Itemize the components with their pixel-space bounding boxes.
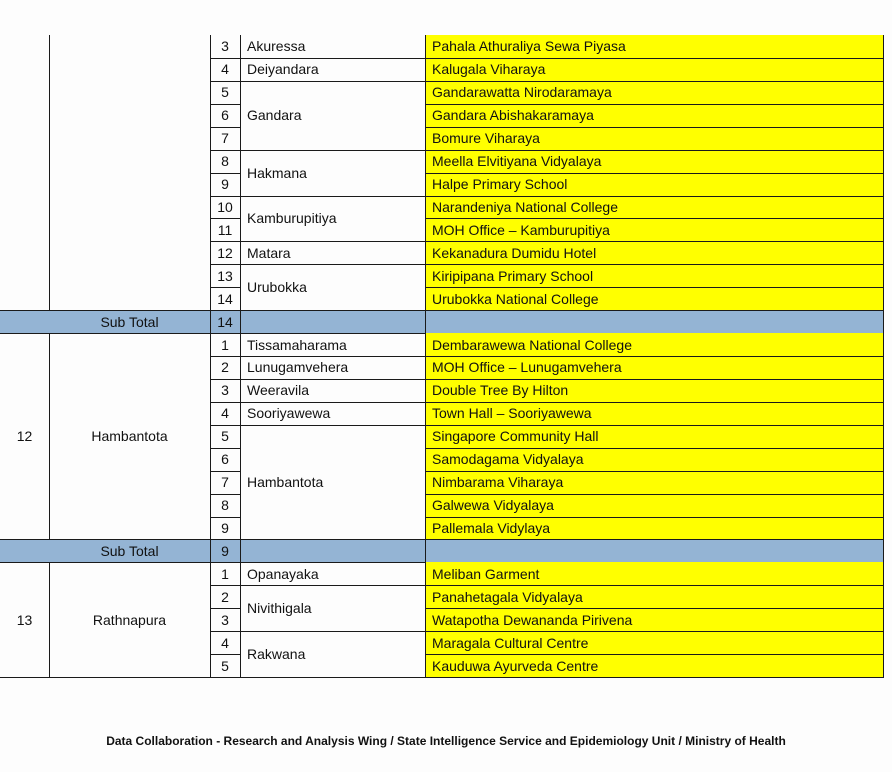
division-name: Lunugamvehera xyxy=(247,359,349,376)
vaccination-centre: Panahetagala Vidyalaya xyxy=(432,588,583,605)
vaccination-centre: Samodagama Vidyalaya xyxy=(432,451,584,468)
subtotal-value: 9 xyxy=(221,542,229,559)
row-number: 5 xyxy=(221,428,229,445)
grid-line xyxy=(240,562,241,677)
division-name: Gandara xyxy=(247,107,302,124)
vaccination-centre: Urubokka National College xyxy=(432,290,599,307)
vaccination-centre: Narandeniya National College xyxy=(432,198,619,215)
grid-line xyxy=(425,539,426,562)
grid-line xyxy=(210,310,211,333)
division-name: Deiyandara xyxy=(247,61,319,78)
subtotal-label: Sub Total xyxy=(100,313,159,330)
vaccination-centre: Meella Elvitiyana Vidyalaya xyxy=(432,153,602,170)
division-name: Opanayaka xyxy=(247,565,319,582)
grid-line xyxy=(210,539,211,562)
row-number: 12 xyxy=(217,244,233,261)
vaccination-centre: Kauduwa Ayurveda Centre xyxy=(432,657,599,674)
division-name: Sooriyawewa xyxy=(247,405,331,422)
row-number: 11 xyxy=(217,221,233,238)
row-number: 4 xyxy=(221,405,229,422)
district-number: 12 xyxy=(16,428,33,445)
row-number: 13 xyxy=(217,267,233,284)
division-name: Kamburupitiya xyxy=(247,210,337,227)
vaccination-centre: Gandara Abishakaramaya xyxy=(432,107,594,124)
grid-line xyxy=(240,539,241,562)
grid-line xyxy=(425,562,426,677)
row-number: 1 xyxy=(221,336,229,353)
grid-line xyxy=(425,333,426,539)
district-name: Rathnapura xyxy=(92,611,167,628)
district-number: 13 xyxy=(16,611,33,628)
grid-line xyxy=(49,562,50,677)
grid-line xyxy=(240,35,241,310)
vaccination-centre: Dembarawewa National College xyxy=(432,336,632,353)
row-number: 14 xyxy=(217,290,233,307)
grid-line xyxy=(210,35,211,310)
division-name: Hakmana xyxy=(247,164,307,181)
grid-line xyxy=(210,562,211,677)
vaccination-centre: Kekanadura Dumidu Hotel xyxy=(432,244,597,261)
grid-line xyxy=(883,539,884,562)
grid-line xyxy=(210,333,211,539)
grid-line xyxy=(0,677,884,678)
row-number: 3 xyxy=(221,38,229,55)
row-number: 5 xyxy=(221,657,229,674)
subtotal-label: Sub Total xyxy=(100,542,159,559)
vaccination-centre: Maragala Cultural Centre xyxy=(432,634,589,651)
grid-line xyxy=(49,333,50,539)
footer-credit: Data Collaboration - Research and Analysis Wing / State Intelligence Service and Epidemiology Unit / Ministry of Health xyxy=(106,734,786,748)
row-number: 8 xyxy=(221,497,229,514)
grid-line xyxy=(240,333,241,539)
division-name: Urubokka xyxy=(247,279,307,296)
grid-line xyxy=(883,562,884,677)
vaccination-centre: Gandarawatta Nirodaramaya xyxy=(432,84,612,101)
vaccination-centre: Watapotha Dewananda Pirivena xyxy=(432,611,633,628)
vaccination-centre: Town Hall – Sooriyawewa xyxy=(432,405,592,422)
vaccination-centre: Singapore Community Hall xyxy=(432,428,599,445)
vaccination-centres-table xyxy=(0,35,884,677)
division-name: Tissamaharama xyxy=(247,336,347,353)
grid-line xyxy=(49,35,50,310)
vaccination-centre: MOH Office – Kamburupitiya xyxy=(432,221,610,238)
division-name: Weeravila xyxy=(247,382,309,399)
vaccination-centre: MOH Office – Lunugamvehera xyxy=(432,359,622,376)
row-number: 5 xyxy=(221,84,229,101)
vaccination-centre: Kiripipana Primary School xyxy=(432,267,594,284)
row-number: 10 xyxy=(217,198,233,215)
row-number: 4 xyxy=(221,61,229,78)
row-number: 1 xyxy=(221,565,229,582)
row-number: 7 xyxy=(221,474,229,491)
row-number: 6 xyxy=(221,451,229,468)
row-number: 4 xyxy=(221,634,229,651)
subtotal-value: 14 xyxy=(217,313,233,330)
row-number: 2 xyxy=(221,359,229,376)
row-number: 3 xyxy=(221,611,229,628)
row-number: 7 xyxy=(221,130,229,147)
division-name: Hambantota xyxy=(247,474,324,491)
row-number: 8 xyxy=(221,153,229,170)
grid-line xyxy=(425,310,426,333)
row-number: 9 xyxy=(221,519,229,536)
division-name: Akuressa xyxy=(247,38,306,55)
grid-line xyxy=(425,35,426,310)
vaccination-centre: Bomure Viharaya xyxy=(432,130,540,147)
district-name: Hambantota xyxy=(91,428,168,445)
division-name: Rakwana xyxy=(247,646,306,663)
row-number: 3 xyxy=(221,382,229,399)
vaccination-centre: Kalugala Viharaya xyxy=(432,61,546,78)
grid-line xyxy=(883,310,884,333)
row-number: 2 xyxy=(221,588,229,605)
vaccination-centre: Double Tree By Hilton xyxy=(432,382,569,399)
vaccination-centre: Meliban Garment xyxy=(432,565,540,582)
vaccination-centre: Halpe Primary School xyxy=(432,176,568,193)
vaccination-centre: Nimbarama Viharaya xyxy=(432,474,564,491)
grid-line xyxy=(240,310,241,333)
division-name: Matara xyxy=(247,244,291,261)
vaccination-centre: Galwewa Vidyalaya xyxy=(432,497,554,514)
vaccination-centre: Pahala Athuraliya Sewa Piyasa xyxy=(432,38,626,55)
row-number: 6 xyxy=(221,107,229,124)
vaccination-centre: Pallemala Vidylaya xyxy=(432,519,551,536)
grid-line xyxy=(883,333,884,539)
division-name: Nivithigala xyxy=(247,600,312,617)
row-number: 9 xyxy=(221,176,229,193)
grid-line xyxy=(883,35,884,310)
